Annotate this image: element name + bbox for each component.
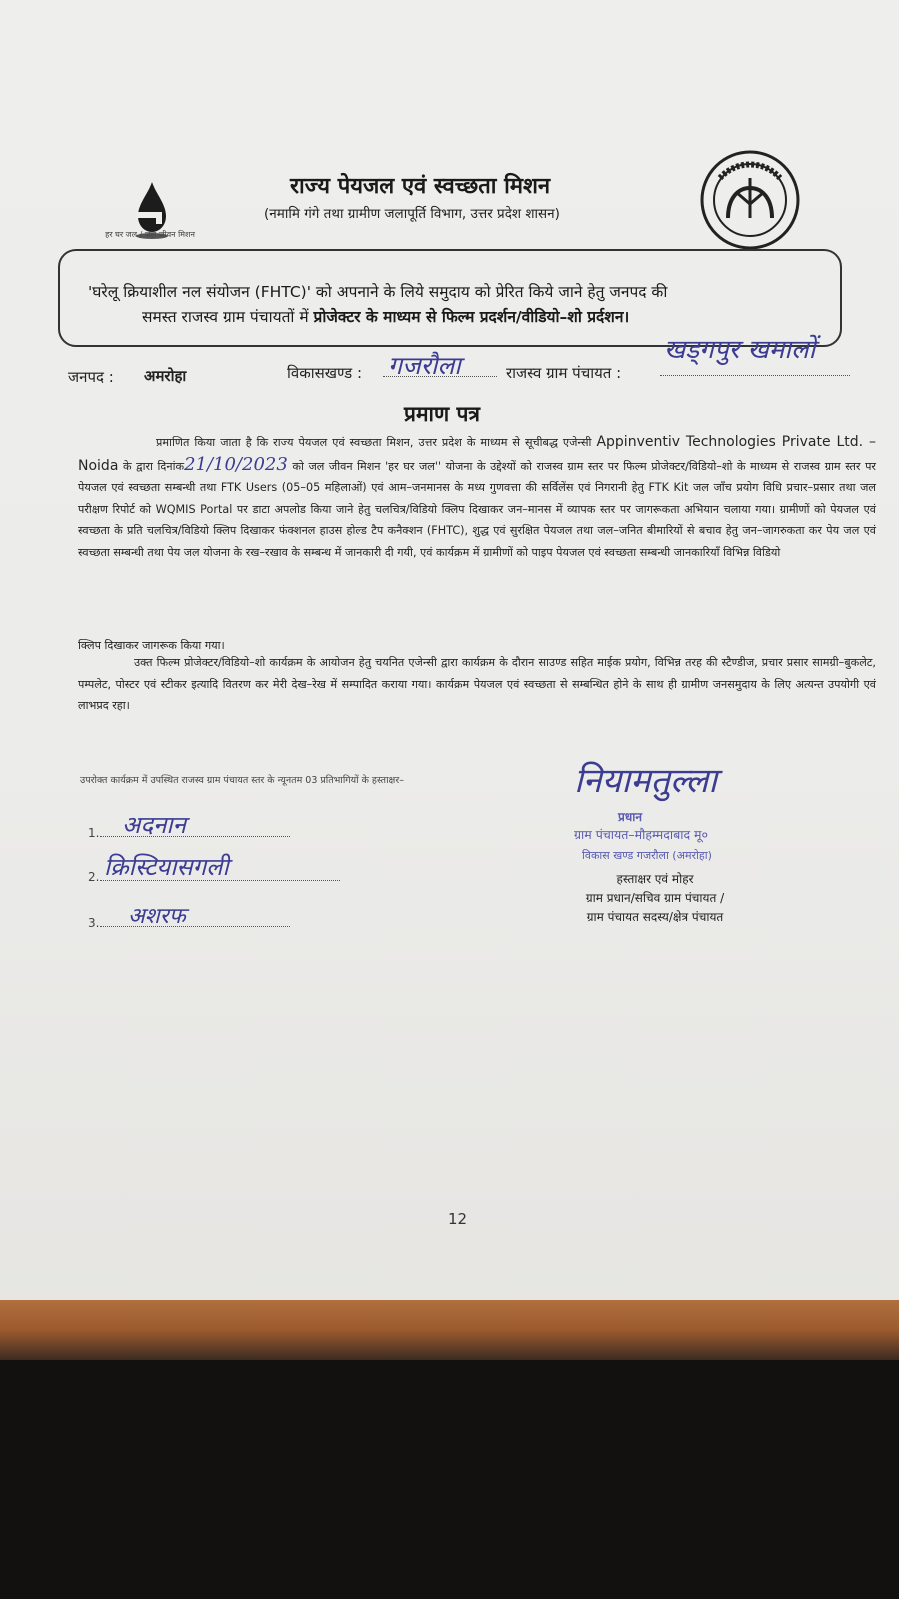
page-number: 12 bbox=[448, 1210, 468, 1228]
block-label: विकासखण्ड : bbox=[287, 364, 363, 382]
gram-panchayat-handwritten-value: खड्गपुर खमालों bbox=[664, 335, 816, 365]
gram-panchayat-dotline bbox=[660, 375, 850, 376]
p1-part-d: को जल जीवन मिशन 'हर घर जल'' योजना के उद्देश्यों को राजस्व ग्राम स्तर पर फिल्म प्रोजेक्टर/विडियो–शो के माध्यम से राजस्व ग्राम स्तर पर पेयजल एवं स्वच्छता सम्बन्धी तथा FTK Users (05–05 महिलाओं) एवं आम–जनमानस के मध्य गुणवत्ता की सर्विलेंस एवं निगरानी हेतु FTK Kit जल जाँच प्रयोग विधि प्रचार–प्रसार तथा जल परीक्षण रिपोर्ट को WQMIS Portal पर डाटा अपलोड किया जाने हेतु चलचित्र/विडियो क्लिप दिखाकर जन–मानस में व्यापक स्तर पर जागरूकता अभियान चलाया गया। ग्रामीणों को पेयजल एवं स्वच्छता के प्रति चलचित्र/विडियो क्लिप दिखाकर फंक्शनल हाउस होल्ड टैप कनैक्शन (FHTC), शुद्ध एवं सुरक्षित पेयजल तथा जल–जनित बीमारियों से बचाव हेतु जन–जागरुकता कर पेय जल एवं स्वच्छता सम्बन्धी तथा पेय जल योजना के रख–रखाव के सम्बन्ध में जानकारी दी गयी, एवं कार्यक्रम में ग्रामीणों को पाइप पेयजल एवं स्वच्छता सम्बन्धी जानकारियाँ विभिन्न विडियो bbox=[78, 459, 876, 559]
certificate-paragraph-1 bbox=[78, 432, 876, 564]
certificate-paragraph-1-end: क्लिप दिखाकर जागरूक किया गया। bbox=[78, 639, 225, 652]
background-floor bbox=[0, 1360, 899, 1599]
stamp-title: प्रधान bbox=[618, 810, 642, 824]
signatory-role-line-1: ग्राम प्रधान/सचिव ग्राम पंचायत / bbox=[585, 891, 725, 905]
certificate-paragraph-2: उक्त फिल्म प्रोजेक्टर/विडियो–शो कार्यक्रम के आयोजन हेतु चयनित एजेन्सी द्वारा कार्यक्रम के दौरान साउण्ड सहित माईक प्रयोग, विभिन्न तरह की स्टैण्डीज, प्रचार प्रसार सामग्री–बुकलेट, पम्पलेट, पोस्टर एवं स्टीकर इत्यादि वितरण कर मेरी देख–रेख में सम्पादित कराया गया। कार्यक्रम पेयजल एवं स्वच्छता से सम्बन्धित होने के साथ ही ग्रामीण जनसमुदाय के लिए अत्यन्त उपयोगी एवं लाभप्रद रहा। bbox=[78, 656, 876, 713]
participant-number-3: 3. bbox=[88, 916, 100, 930]
p1-part-a: प्रमाणित किया जाता है कि राज्य पेयजल एवं स्वच्छता मिशन, उत्तर प्रदेश के माध्यम से सूचीबद्ध एजेन्सी bbox=[156, 436, 597, 449]
district-label: जनपद : bbox=[68, 368, 114, 386]
signatory-role-line-2: ग्राम पंचायत सदस्य/क्षेत्र पंचायत bbox=[586, 910, 724, 924]
banner-line-2-bold: प्रोजेक्टर के माध्यम से फिल्म प्रदर्शन/वीडियो–शो प्रर्दशन। bbox=[313, 308, 630, 326]
logo-caption: हर घर जल / जल जीवन मिशन bbox=[105, 230, 195, 239]
signature-label: हस्ताक्षर एवं मोहर bbox=[616, 872, 694, 886]
gram-panchayat-label: राजस्व ग्राम पंचायत : bbox=[506, 364, 622, 382]
participant-number-2: 2. bbox=[88, 870, 100, 884]
up-government-seal-icon bbox=[698, 148, 802, 252]
page-subtitle: (नमामि गंगे तथा ग्रामीण जलापूर्ति विभाग, उत्तर प्रदेश शासन) bbox=[264, 206, 560, 222]
block-handwritten-value: गजरौला bbox=[388, 351, 461, 380]
banner-line-2-text: समस्त राजस्व ग्राम पंचायतों में bbox=[142, 308, 314, 326]
page-title: राज्य पेयजल एवं स्वच्छता मिशन bbox=[290, 174, 551, 199]
district-value: अमरोहा bbox=[144, 367, 187, 385]
participant-signature-2: क्रिस्टियासगली bbox=[104, 853, 229, 881]
banner-line-1: 'घरेलू क्रियाशील नल संयोजन (FHTC)' को अपनाने के लिये समुदाय को प्रेरित किये जाने हेतु जनपद की bbox=[88, 283, 668, 301]
participant-signature-1: अदनान bbox=[122, 811, 186, 839]
stamp-line-2: विकास खण्ड गजरौला (अमरोहा) bbox=[582, 849, 712, 862]
table-edge bbox=[0, 1300, 899, 1360]
agency-name: Appinventiv Technologies Private Ltd. – Noida bbox=[78, 434, 876, 474]
stamp-line-1: ग्राम पंचायत–मौहम्मदाबाद मू० bbox=[574, 827, 709, 842]
banner-line-2 bbox=[142, 305, 629, 327]
participants-intro: उपरोक्त कार्यक्रम में उपस्थित राजस्व ग्राम पंचायत स्तर के न्यूनतम 03 प्रतिभागियों के हस्ताक्षर– bbox=[80, 775, 404, 786]
participant-signature-3: अशरफ bbox=[128, 904, 186, 929]
p1-part-c: के द्वारा दिनांक bbox=[118, 459, 185, 473]
participant-number-1: 1. bbox=[88, 826, 100, 840]
pradhan-signature: नियामतुल्ला bbox=[574, 761, 718, 801]
certificate-heading: प्रमाण पत्र bbox=[404, 402, 480, 426]
program-date-handwritten: 21/10/2023 bbox=[184, 453, 288, 475]
